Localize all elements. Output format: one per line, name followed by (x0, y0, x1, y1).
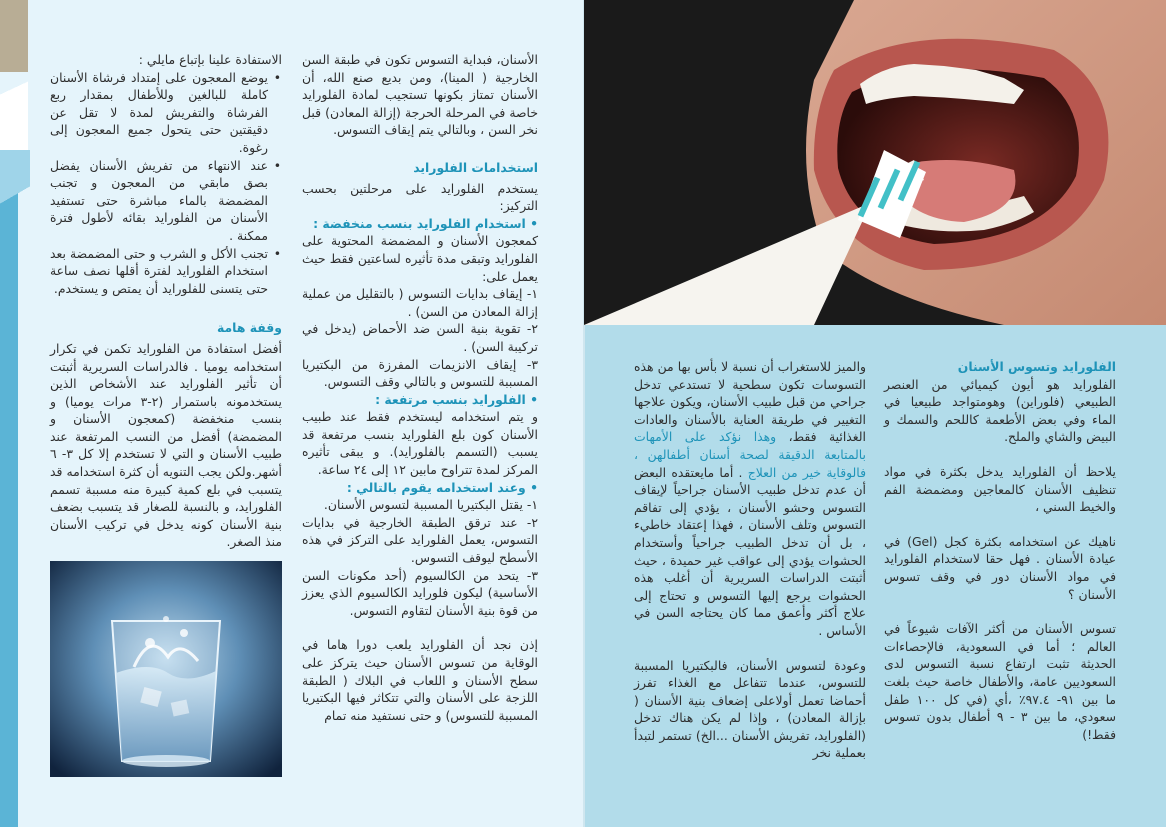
edge-decoration-white (0, 0, 28, 150)
low-dose-item-1: ١- إيقاف بدايات التسوس ( بالتقليل من عملية إزالة المعادن من السن) . (302, 286, 538, 319)
list-item: • تجنب الأكل و الشرب و حتى المضمضة بعد استخدام الفلورايد لفترة أقلها نصف ساعة حتى يتسنى للفلورايد أن يمتص و يستخدم. (50, 245, 281, 296)
bacteria-paragraph: وعودة لتسوس الأسنان، فالبكتيريا المسببة للتسوس، عندما تتفاعل مع الغذاء تفرز أحماضا تعمل أولاعلى إضعاف بنية الأسنان ( بإزالة المعادن) ، وإذا لم يكن هناك تدخل (الفلورايد، تفريش الأسنان ...الخ) تستمر لتبدأ بعملية نخر (634, 657, 866, 761)
intro-paragraph: الأسنان، فبداية التسوس تكون في طبقة السن الخارجية ( المينا)، ومن بديع صنع الله، أن الأسنان تمتاز بكونها تستجيب لمادة الفلورايد خاصة في المرحلة الحرجة (إزالة المعادن) قبل نخر السن ، وبالتالي يتم إيقاف التسوس. (302, 52, 538, 138)
fluoride-gel-question: ناهيك عن استخدامه بكثرة كجل (Gel) في عيادة الأسنان . فهل حقا لاستخدام الفلورايد في مواد الأسنان دور في وقف تسوس الأسنان ؟ (884, 533, 1116, 602)
high-dose-title: • الفلورايد بنسب مرتفعة : (375, 391, 538, 407)
section-title-fluoride-cavities: الفلورايد وتسوس الأسنان (957, 359, 1116, 374)
column-fluoride-cavities (884, 358, 1116, 743)
cavities-paragraph (634, 358, 866, 640)
how-it-works-item-1: ١- يقتل البكتيريا المسببة لتسوس الأسنان. (323, 497, 538, 513)
bullet-dot: • (525, 479, 538, 495)
uses-intro: يستخدم الفلورايد على مرحلتين بحسب التركيز: (302, 180, 538, 214)
list-item: • عند الانتهاء من تفريش الأسنان يفضل بصق مابقي من المعجون و تجنب المضمضة بالماء مباشرة حتى تستفيد الأسنان من الفلورايد بقائه لأطول فترة ممكنة . (50, 157, 281, 243)
list-item: • يوضع المعجون على إمتداد فرشاة الأسنان كاملة للبالغين وللأطفال بمقدار ربع الفرشاة والتفريش لمدة لا تقل عن دقيقتين حتى يتحول جميع المعجون إلى رغوة. (50, 69, 281, 155)
section-title-uses: استخدامات الفلورايد (413, 159, 538, 175)
water-glass-photo (50, 561, 282, 777)
cavities-text-cont: . أما مايعتقده البعض أن عدم تدخل طبيب الأسنان جراحياً لإيقاف التسوس وحشو الأسنان ، يؤدي إلى تفاقم التسوس وتلف الأسنان ، فهذا إعتقاد خاطيء ، بل أن تدخل الطبيب جراحياً وأستخدام الحشوات يؤدي إلى عواقب غير حميدة ، حيث أثبتت الدراسات السريرية أن أغلب هذه الحشوات يرجع إليها التسوس و تحتاج إلى علاج أكثر وأعمق مما كان يحتاجه السن في الأساس . (634, 464, 866, 638)
column-fluoride-uses (302, 51, 538, 724)
cavities-text: والميز للاستغراب أن نسبة لا بأس بها من هذه التسوسات تكون سطحية لا تستدعي تدخل جراحي من قبل طبيب الأسنان، ويكون علاجها التغيير في طريقة العناية بالأسنان والعادات الغذائية فقط، (634, 359, 866, 445)
column-usage-tips (50, 51, 282, 551)
how-it-works-title: • وعند استخدامه يقوم بالتالي : (346, 479, 538, 495)
edge-decoration-blue (0, 150, 18, 827)
open-mouth-toothbrush-photo (584, 0, 1166, 325)
bullet-dot: • (273, 69, 281, 85)
fluoride-products: يلاحظ أن الفلورايد يدخل بكثرة في مواد تنظيف الأسنان كالمعاجين ومضمضة الفم والخيط السني ، (884, 463, 1116, 515)
low-dose-item-3: ٣- إيقاف الانزيمات المفرزة من البكتيريا المسببة للتسوس و بالتالي وقف التسوس. (302, 356, 538, 390)
fluoride-definition: الفلورايد هو أيون كيميائي من العنصر الطبيعي (فلوراين) وهومتواجد طبيعيا في الماء وفي بعض الأطعمة كاللحم والسمك و البيض والشاي والملح. (884, 376, 1116, 445)
how-it-works-item-3: ٣- يتحد من الكالسيوم (أحد مكونات السن الأساسية) ليكون فلورايد الكالسيوم الذي يعزز من قوة بنية الأسنان لتقاوم التسوس. (302, 567, 538, 618)
how-it-works-item-2: ٢- عند ترقق الطبقة الخارجية في بدايات التسوس، يعمل الفلورايد على التركز في هذه الأسطح ليوقف التسوس. (302, 514, 538, 566)
low-dose-item-2: ٢- تقوية بنية السن ضد الأحماض (يدخل في تركيبة السن) . (302, 321, 538, 354)
bullet-dot: • (273, 157, 281, 173)
column-cavities-continued (634, 358, 866, 762)
closing-paragraph: إذن نجد أن الفلورايد يلعب دورا هاما في الوقاية من تسوس الأسنان حيث يتركز على سطح الأسنان و اللعاب في البلاك ( الطبقة اللزجة على الأسنان والتي تتكاثر فيها البكتيريا المسببة للتسوس) و حتى نستفيد منه تمام (302, 637, 538, 723)
high-dose-text: و يتم استخدامه ليستخدم فقط عند طبيب الأسنان كون بلع الفلورايد بنسب مرتفعة قد يسبب (التسمم بالفلورايد). و يبقى تأثيره المركز لمدة تتراوح مابين ١٢ إلى ٢٤ ساعة. (302, 409, 538, 478)
mouth-toothbrush-icon (584, 0, 1166, 325)
water-glass-icon (50, 561, 282, 777)
section-title-important-note: وقفة هامة (217, 320, 282, 336)
bullet-dot: • (273, 245, 281, 261)
tips-intro: الاستفادة علينا بإتباع مايلي : (138, 52, 282, 67)
mothers-advice-highlight: وهذا نؤكد على الأمهات بالمتابعة الدقيقة لصحة أسنان أطفالهن ، فالوقاية خير من العلاج (634, 429, 866, 480)
low-dose-text: كمعجون الأسنان و المضمضة المحتوية على الفلورايد وتبقى مدة تأثيره لساعتين فقط حيث يعمل على: (302, 233, 538, 284)
bullet-dot: • (525, 391, 538, 407)
saudi-statistics: تسوس الأسنان من أكثر الآفات شيوعاً في العالم ؛ أما في السعودية، فالإحصاءات الحديثة تثبت ارتفاع نسبة التسوس لدى السعوديين عامة، والأطفال خاصة حيث بلغت ما بين ٩١- ٩٧.٤٪ ،أي (في كل ١٠٠ طفل سعودي، ما بين ٣ - ٩ أطفال بدون تسوس فقط!) (884, 621, 1117, 742)
edge-decoration-blue-fold (0, 150, 30, 240)
tips-list (50, 69, 282, 298)
bullet-dot: • (525, 215, 538, 231)
low-dose-title: • استخدام الفلورايد بنسب منخفضة : (313, 215, 538, 231)
important-note-text: أفضل استفادة من الفلورايد تكمن في تكرار استخدامه يوميا . فالدراسات السريرية أثبتت أن تأثير الفلورايد عند الأشخاص الذين يستخدمونه باستمرار (٢-٣ مرات يوميا) و بنسب منخفضة (كمعجون الأسنان و المضمضة) أفضل من النسب المرتفعة عند طبيب الأسنان و التي لا تستخدم إلا كل ٣- ٦ أشهر.ولكن يجب التنويه أن كثرة استخدامه قد يتسبب في بلع كمية كبيرة منه مسببة تسمم الفلورايد، و بالنسبة للصغار قد يتسبب بضعف بنية الأسنان كونه يدخل في تركيب الأسنان منذ الصغر. (50, 340, 282, 550)
